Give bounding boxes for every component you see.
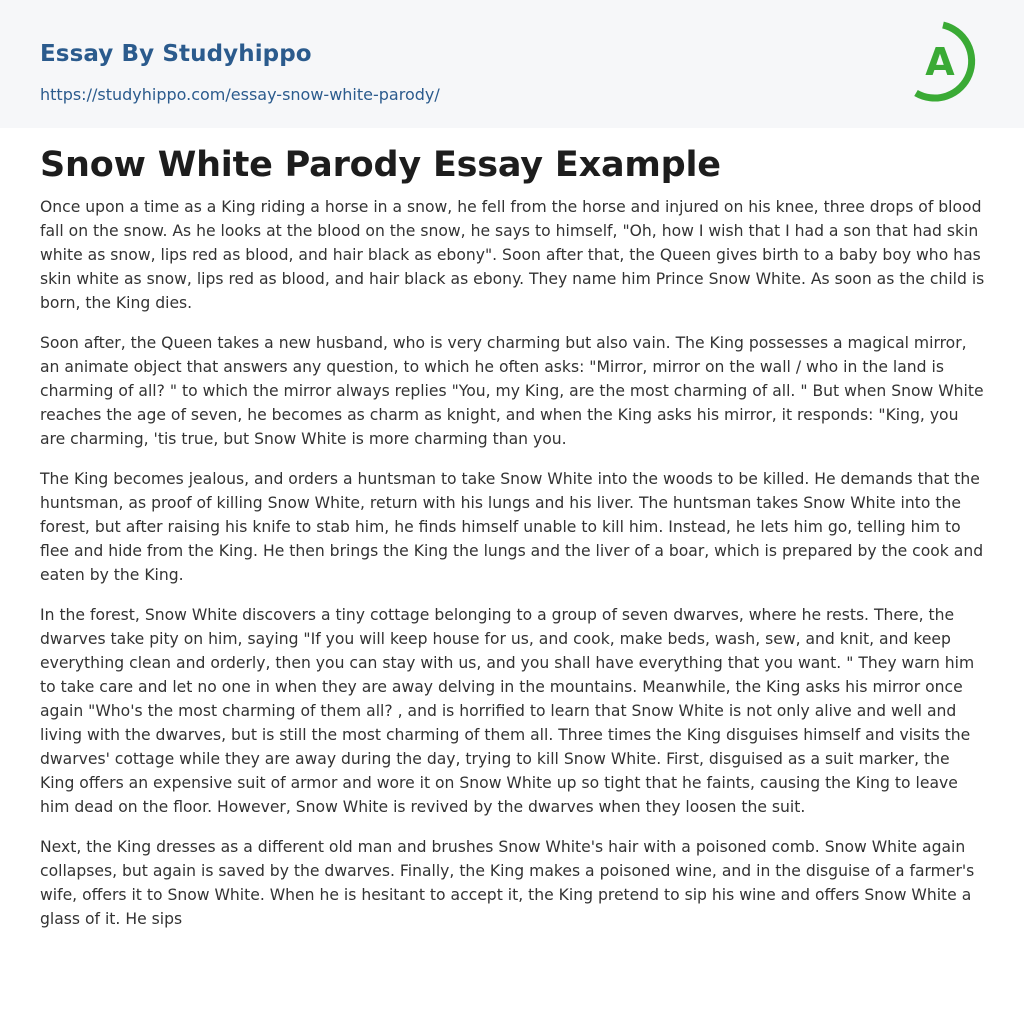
paragraph-2: Soon after, the Queen takes a new husband, who is very charming but also vain. The King possesses a magical mirror, an animate object that answers any question, to which he often asks: "Mirror, mirror on the wall / who in the land is charming of all? " to which the mirror always replies "You, my King, are the most charming of all. " But when Snow White reaches the age of seven, he becomes as charm as knight, and when the King asks his mirror, it responds: "King, you are charming, 'tis true, but Snow White is more charming than you. [40,334,984,448]
article-body [40,195,988,947]
paragraph-1: Once upon a time as a King riding a horse in a snow, he fell from the horse and injured on his knee, three drops of blood fall on the snow. As he looks at the blood on the snow, he says to himself, "Oh, how I wish that I had a son that had skin white as snow, lips red as blood, and hair black as ebony". Soon after that, the Queen gives birth to a baby boy who has skin white as snow, lips red as blood, and hair black as ebony. They name him Prince Snow White. As soon as the child is born, the King dies. [40,198,985,312]
site-header [0,0,1024,128]
page-url-link[interactable]: https://studyhippo.com/essay-snow-white-parody/ [40,85,440,104]
paragraph-5: Next, the King dresses as a different old man and brushes Snow White's hair with a poisoned comb. Snow White again collapses, but again is saved by the dwarves. Finally, the King makes a poisoned wine, and in the disguise of a farmer's wife, offers it to Snow White. When he is hesitant to accept it, the King pretend to sip his wine and offers Snow White a glass of it. He sips [40,838,975,928]
paragraph-4: In the forest, Snow White discovers a tiny cottage belonging to a group of seven dwarves, where he rests. There, the dwarves take pity on him, saying "If you will keep house for us, and cook, make beds, wash, sew, and knit, and keep everything clean and orderly, then you can stay with us, and you shall have everything that you want. " They warn him to take care and let no one in when they are away delving in the mountains. Meanwhile, the King asks his mirror once again "Who's the most charming of them all? , and is horrified to learn that Snow White is not only alive and well and living with the dwarves, but is still the most charming of them all. Three times the King disguises himself and visits the dwarves' cottage while they are away during the day, trying to kill Snow White. First, disguised as a suit marker, the King offers an expensive suit of armor and wore it on Snow White up so tight that he faints, causing the King to leave him dead on the floor. However, Snow White is revived by the dwarves when they loosen the suit. [40,606,975,816]
studyhippo-logo-icon[interactable] [912,18,986,106]
logo-letter: A [925,40,955,84]
paragraph-3: The King becomes jealous, and orders a huntsman to take Snow White into the woods to be killed. He demands that the huntsman, as proof of killing Snow White, return with his lungs and his liver. The huntsman takes Snow White into the forest, but after raising his knife to stab him, he finds himself unable to kill him. Instead, he lets him go, telling him to flee and hide from the King. He then brings the King the lungs and the liver of a boar, which is prepared by the cook and eaten by the King. [40,470,984,584]
page-title: Snow White Parody Essay Example [40,145,721,185]
site-brand-link[interactable]: Essay By Studyhippo [40,41,312,67]
